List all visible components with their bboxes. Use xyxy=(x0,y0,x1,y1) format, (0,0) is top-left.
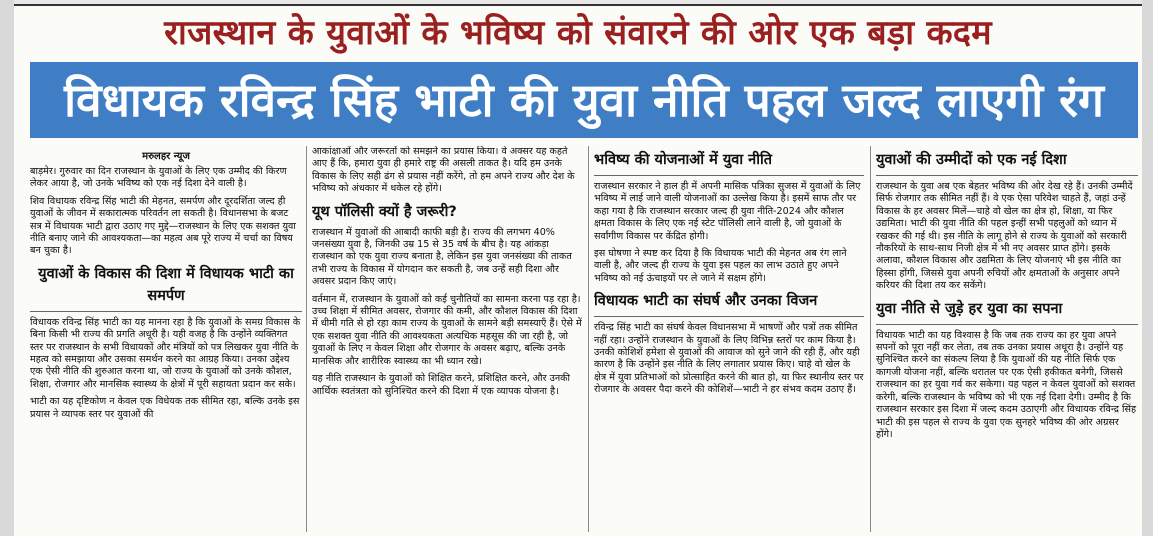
divider xyxy=(876,175,1138,176)
column-2 xyxy=(312,146,582,532)
paragraph: भाटी का यह दृष्टिकोण न केवल एक विधेयक तक सीमित रहा, बल्कि उनके इस प्रयास ने व्यापक स्तर पर युवाओं की xyxy=(30,396,300,420)
divider xyxy=(876,324,1138,325)
paragraph: राजस्थान में युवाओं की आबादी काफी बड़ी है। राज्य की लगभग 40% जनसंख्या युवा है, जिनकी उम्र 15 से 35 वर्ष के बीच है। यह आंकड़ा राजस्थान को एक युवा राज्य बनाता है, लेकिन इस युवा जनसंख्या की ताकत तभी राज्य के विकास में योगदान कर सकती है, जब उन्हें सही दिशा और अवसर प्रदान किए जाएं। xyxy=(312,226,572,288)
column-1 xyxy=(30,146,302,532)
paragraph: आकांक्षाओं और जरूरतों को समझने का प्रयास किया। वे अक्सर यह कहते आए हैं कि, हमारा युवा ही हमारे राष्ट्र की असली ताकत है। यदि हम उनके विकास के लिए सही ढंग से प्रयास नहीं करेंगे, तो हम अपने राज्य और देश के भविष्य को अंधकार में धकेल रहे होंगे। xyxy=(312,146,575,195)
paragraph: राजस्थान सरकार ने हाल ही में अपनी मासिक पत्रिका सुजस में युवाओं के लिए भविष्य में लाई जाने वाली योजनाओं का उल्लेख किया है। इसमें साफ तौर पर कहा गया है कि राजस्थान सरकार जल्द ही युवा नीति-2024 और कौशल क्षमता विकास के लिए एक नई स्टेट पॉलिसी लाने वाली है, जो युवाओं के सर्वांगीण विकास पर केंद्रित होगी। xyxy=(594,181,861,242)
paragraph: राजस्थान के युवा अब एक बेहतर भविष्य की ओर देख रहे हैं। उनकी उम्मीदें सिर्फ रोजगार तक सीमित नहीं हैं। वे एक ऐसा परिवेश चाहते हैं, जहां उन्हें विकास के हर अवसर मिलें—चाहे वो खेल का क्षेत्र हो, शिक्षा, या फिर उद्यमिता। भाटी की युवा नीति की पहल इन्हीं सभी पहलुओं को ध्यान में रखकर की गई थी। इस नीति के लागू होने से राज्य के युवाओं को सरकारी नौकरियों के साथ-साथ निजी क्षेत्र में भी नए अवसर प्राप्त होंगे। इसके अलावा, कौशल विकास और उद्यमिता के लिए योजनाएं भी इस नीति का हिस्सा होंगी, जिससे युवा अपनी रुचियों और क्षमताओं के अनुसार अपने करियर की दिशा तय कर सकेंगे। xyxy=(876,181,1133,292)
paragraph: बाड़मेर। गुरुवार का दिन राजस्थान के युवाओं के लिए एक उम्मीद की किरण लेकर आया है, जो उनके भविष्य को एक नई दिशा देने वाली है। xyxy=(30,166,287,190)
column-divider xyxy=(870,146,871,532)
paragraph: यह नीति राजस्थान के युवाओं को शिक्षित करने, प्रशिक्षित करने, और उनकी आर्थिक स्वतंत्रता को सुनिश्चित करने की दिशा में एक व्यापक योजना है। xyxy=(312,373,571,397)
top-border xyxy=(14,0,1142,6)
paragraph: विधायक भाटी का यह विश्वास है कि जब तक राज्य का हर युवा अपने सपनों को पूरा नहीं कर लेता, तब तक उनका प्रयास अधूरा है। उन्होंने यह सुनिश्चित करने का संकल्प लिया है कि युवाओं की यह नीति सिर्फ एक कागजी योजना नहीं, बल्कि धरातल पर एक ऐसी हकीकत बनेगी, जिससे राजस्थान का हर युवा गर्व कर सकेगा। यह पहल न केवल युवाओं को सशक्त करेगी, बल्कि राजस्थान के भविष्य को भी एक नई दिशा देगी। उम्मीद है कि राजस्थान सरकार इस दिशा में जल्द कदम उठाएगी और विधायक रविन्द्र सिंह भाटी की इस पहल से राज्य के युवा एक सुनहरे भविष्य की ओर अग्रसर होंगे। xyxy=(876,329,1137,440)
subheading: युवा नीति से जुड़े हर युवा का सपना xyxy=(876,300,1063,317)
kicker-headline: राजस्थान के युवाओं के भविष्य को संवारने की ओर एक बड़ा कदम xyxy=(164,13,992,53)
article-columns xyxy=(30,146,1138,532)
subheading: युवाओं के विकास की दिशा में विधायक भाटी का समर्पण xyxy=(38,265,294,304)
paragraph: विधायक रविन्द्र सिंह भाटी का यह मानना रहा है कि युवाओं के समग्र विकास के बिना किसी भी राज्य की प्रगति अधूरी है। यही वजह है कि उन्होंने व्यक्तिगत स्तर पर राजस्थान के सभी विधायकों और मंत्रियों को पत्र लिखकर युवा नीति के महत्व को समझाया और उसका समर्थन करने का आग्रह किया। उनका उद्देश्य एक ऐसी नीति की शुरुआत करना था, जो राज्य के युवाओं को उनके कौशल, शिक्षा, रोजगार और मानसिक स्वास्थ्य के क्षेत्रों में पूरी सहायता प्रदान कर सके। xyxy=(30,316,301,390)
main-headline: विधायक रविन्द्र सिंह भाटी की युवा नीति पहल जल्द लाएगी रंग xyxy=(30,62,1138,138)
column-4 xyxy=(876,146,1138,532)
divider xyxy=(594,175,864,176)
subheading: भविष्य की योजनाओं में युवा नीति xyxy=(594,152,772,168)
subheading: यूथ पॉलिसी क्यों है जरूरी? xyxy=(312,203,457,220)
divider xyxy=(594,316,864,317)
subheading: युवाओं की उम्मीदों को एक नई दिशा xyxy=(876,152,1067,168)
column-3 xyxy=(594,146,864,532)
paragraph: इस घोषणा ने स्पष्ट कर दिया है कि विधायक भाटी की मेहनत अब रंग लाने वाली है, और जल्द ही राज्य के युवा इस पहल का लाभ उठाते हुए अपने भविष्य को नई ऊंचाइयों पर ले जाने में सक्षम होंगे। xyxy=(594,248,847,284)
column-divider xyxy=(588,146,589,532)
byline: मरुलहर न्यूज xyxy=(142,151,190,162)
column-divider xyxy=(306,146,307,532)
paragraph: शिव विधायक रविन्द्र सिंह भाटी की मेहनत, समर्पण और दूरदर्शिता जल्द ही युवाओं के जीवन में सकारात्मक परिवर्तन ला सकती है। विधानसभा के बजट सत्र में विधायक भाटी द्वारा उठाए गए मुद्दे—राजस्थान के लिए एक सशक्त युवा नीति बनाए जाने की आवश्यकता—का महत्व अब पूरे राज्य में चर्चा का विषय बन चुका है। xyxy=(30,195,296,257)
paragraph: वर्तमान में, राजस्थान के युवाओं को कई चुनौतियों का सामना करना पड़ रहा है। उच्च शिक्षा में सीमित अवसर, रोजगार की कमी, और कौशल विकास की दिशा में धीमी गति से हो रहा काम राज्य के युवाओं के सामने बड़ी समस्याएँ हैं। ऐसे में एक सशक्त युवा नीति की आवश्यकता अत्यधिक महसूस की जा रही है, जो युवाओं के लिए न केवल शिक्षा और रोजगार के अवसर बढ़ाए, बल्कि उनके मानसिक और शारीरिक स्वास्थ्य का भी ध्यान रखे। xyxy=(312,293,582,367)
paragraph: रविन्द्र सिंह भाटी का संघर्ष केवल विधानसभा में भाषणों और पत्रों तक सीमित नहीं रहा। उन्होंने राजस्थान के युवाओं के लिए विभिन्न स्तरों पर काम किया है। उनकी कोशिशें हमेशा से युवाओं की आवाज को सुने जाने की रही हैं, और यही कारण है कि उन्होंने इस नीति के लिए लगातार प्रयास किए। चाहे वो खेल के क्षेत्र में युवा प्रतिभाओं को प्रोत्साहित करने की बात हो, या फिर स्थानीय स्तर पर रोजगार के अवसर पैदा करने की कोशिशें—भाटी ने हर संभव कदम उठाए हैं। xyxy=(594,322,864,396)
divider xyxy=(30,311,302,312)
newspaper-page xyxy=(14,0,1142,536)
subheading: विधायक भाटी का संघर्ष और उनका विजन xyxy=(594,293,818,310)
